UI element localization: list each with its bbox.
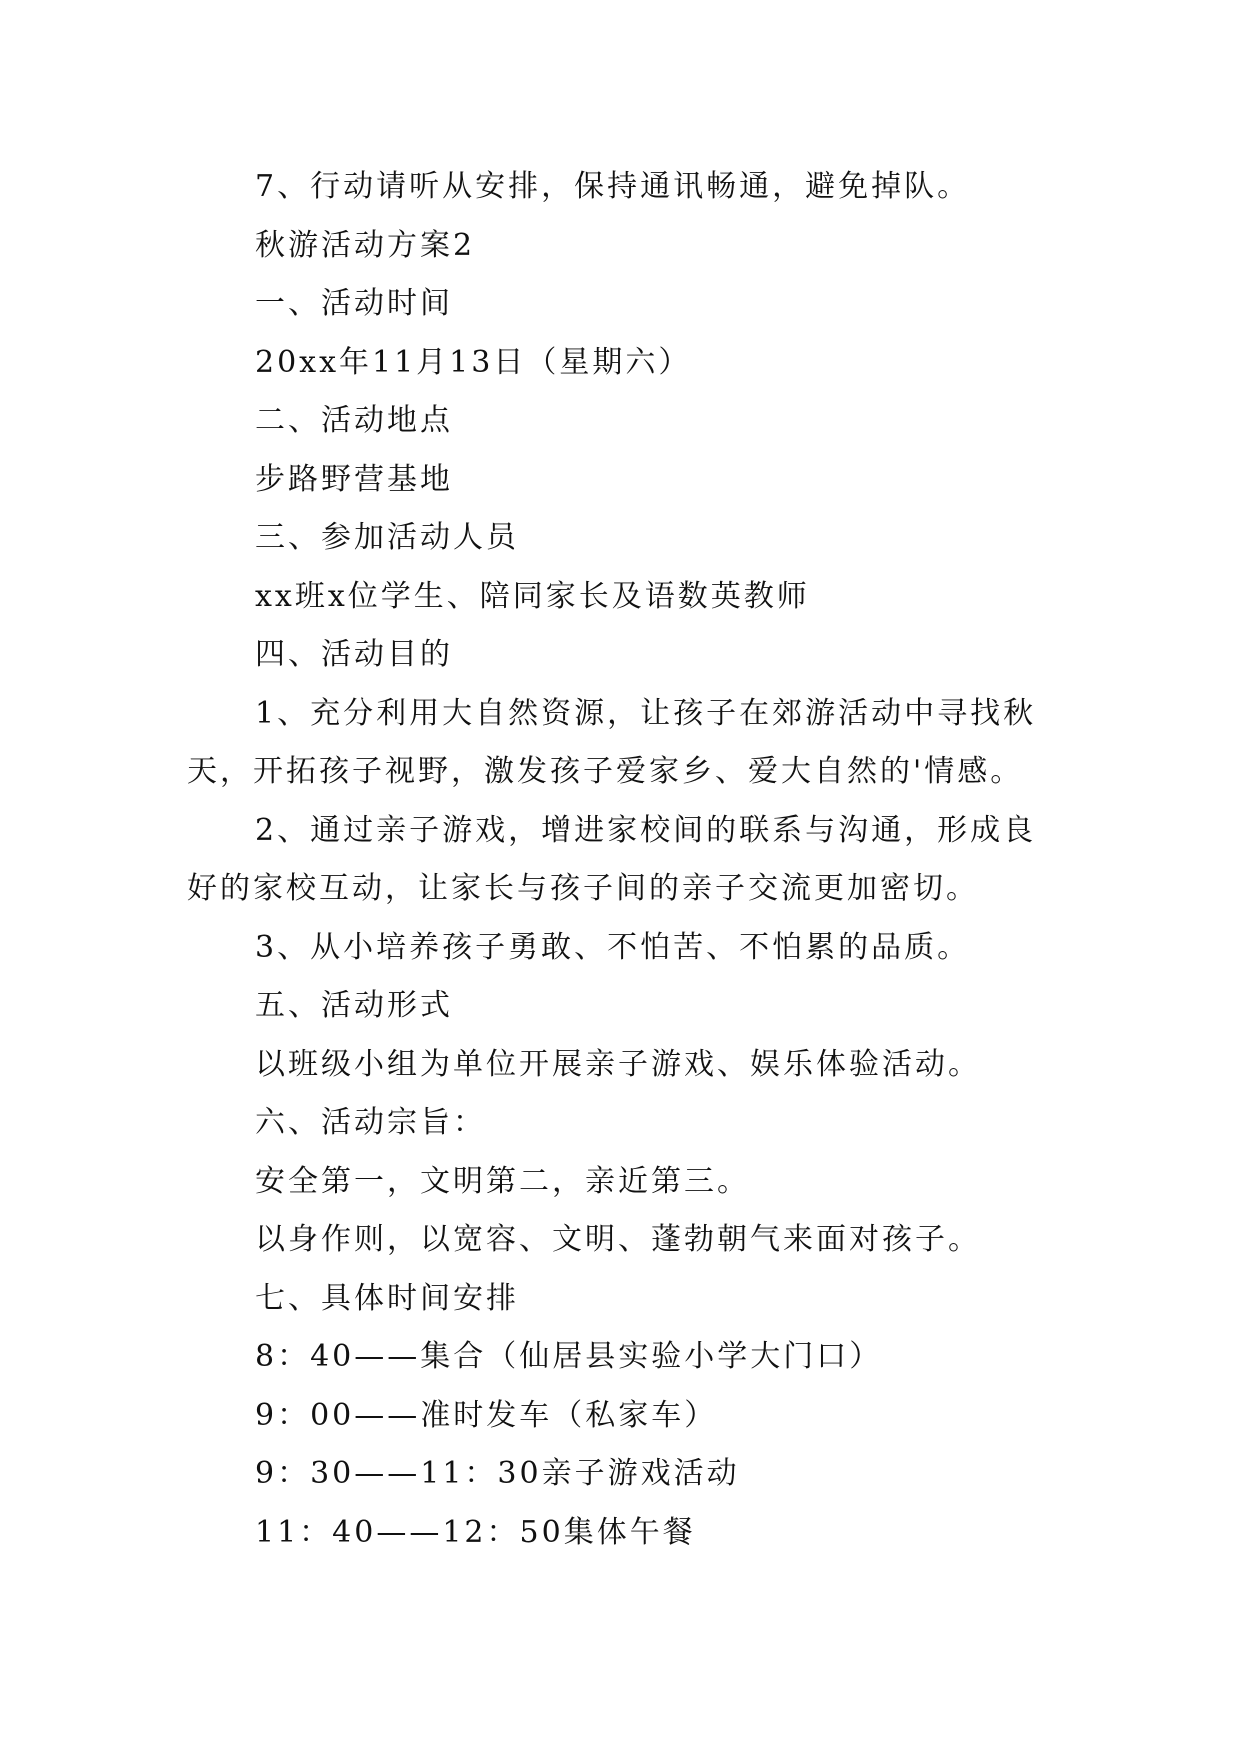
activity-location: 步路野营基地 [255,461,453,497]
heading-activity-format: 五、活动形式 [255,988,453,1023]
heading-activity-principles: 六、活动宗旨： [255,1105,486,1140]
heading-activity-time: 一、活动时间 [255,286,453,321]
list-item-7-follow-arrangements: 7、行动请听从安排，保持通讯畅通，避免掉队。 [255,169,971,204]
heading-schedule: 七、具体时间安排 [255,1280,519,1316]
purpose-1-line-1: 1、充分利用大自然资源，让孩子在郊游活动中寻找秋 [255,695,1037,731]
purpose-3: 3、从小培养孩子勇敢、不怕苦、不怕累的品质。 [255,929,971,965]
schedule-item-assemble: 8：40——集合（仙居县实验小学大门口） [255,1339,883,1374]
heading-activity-purpose: 四、活动目的 [255,637,453,672]
purpose-2-line-2: 好的家校互动，让家长与孩子间的亲子交流更加密切。 [187,871,979,906]
section-title-autumn-outing-plan-2: 秋游活动方案2 [255,227,476,263]
heading-activity-location: 二、活动地点 [255,403,453,438]
schedule-item-games: 9：30——11：30亲子游戏活动 [255,1456,740,1491]
schedule-item-departure: 9：00——准时发车（私家车） [255,1397,718,1433]
purpose-2-line-1: 2、通过亲子游戏，增进家校间的联系与沟通，形成良 [255,812,1037,848]
principle-lead-by-example: 以身作则，以宽容、文明、蓬勃朝气来面对孩子。 [255,1222,981,1257]
schedule-item-lunch: 11：40——12：50集体午餐 [255,1514,696,1550]
document-body [187,158,1061,1562]
principle-safety-first: 安全第一，文明第二，亲近第三。 [255,1163,750,1199]
activity-format: 以班级小组为单位开展亲子游戏、娱乐体验活动。 [255,1046,981,1082]
activity-date: 20xx年11月13日（星期六） [255,344,692,380]
participants: xx班x位学生、陪同家长及语数英教师 [255,578,810,614]
heading-participants: 三、参加活动人员 [255,520,519,555]
purpose-1-line-2: 天，开拓孩子视野，激发孩子爱家乡、爱大自然的'情感。 [187,754,1024,789]
